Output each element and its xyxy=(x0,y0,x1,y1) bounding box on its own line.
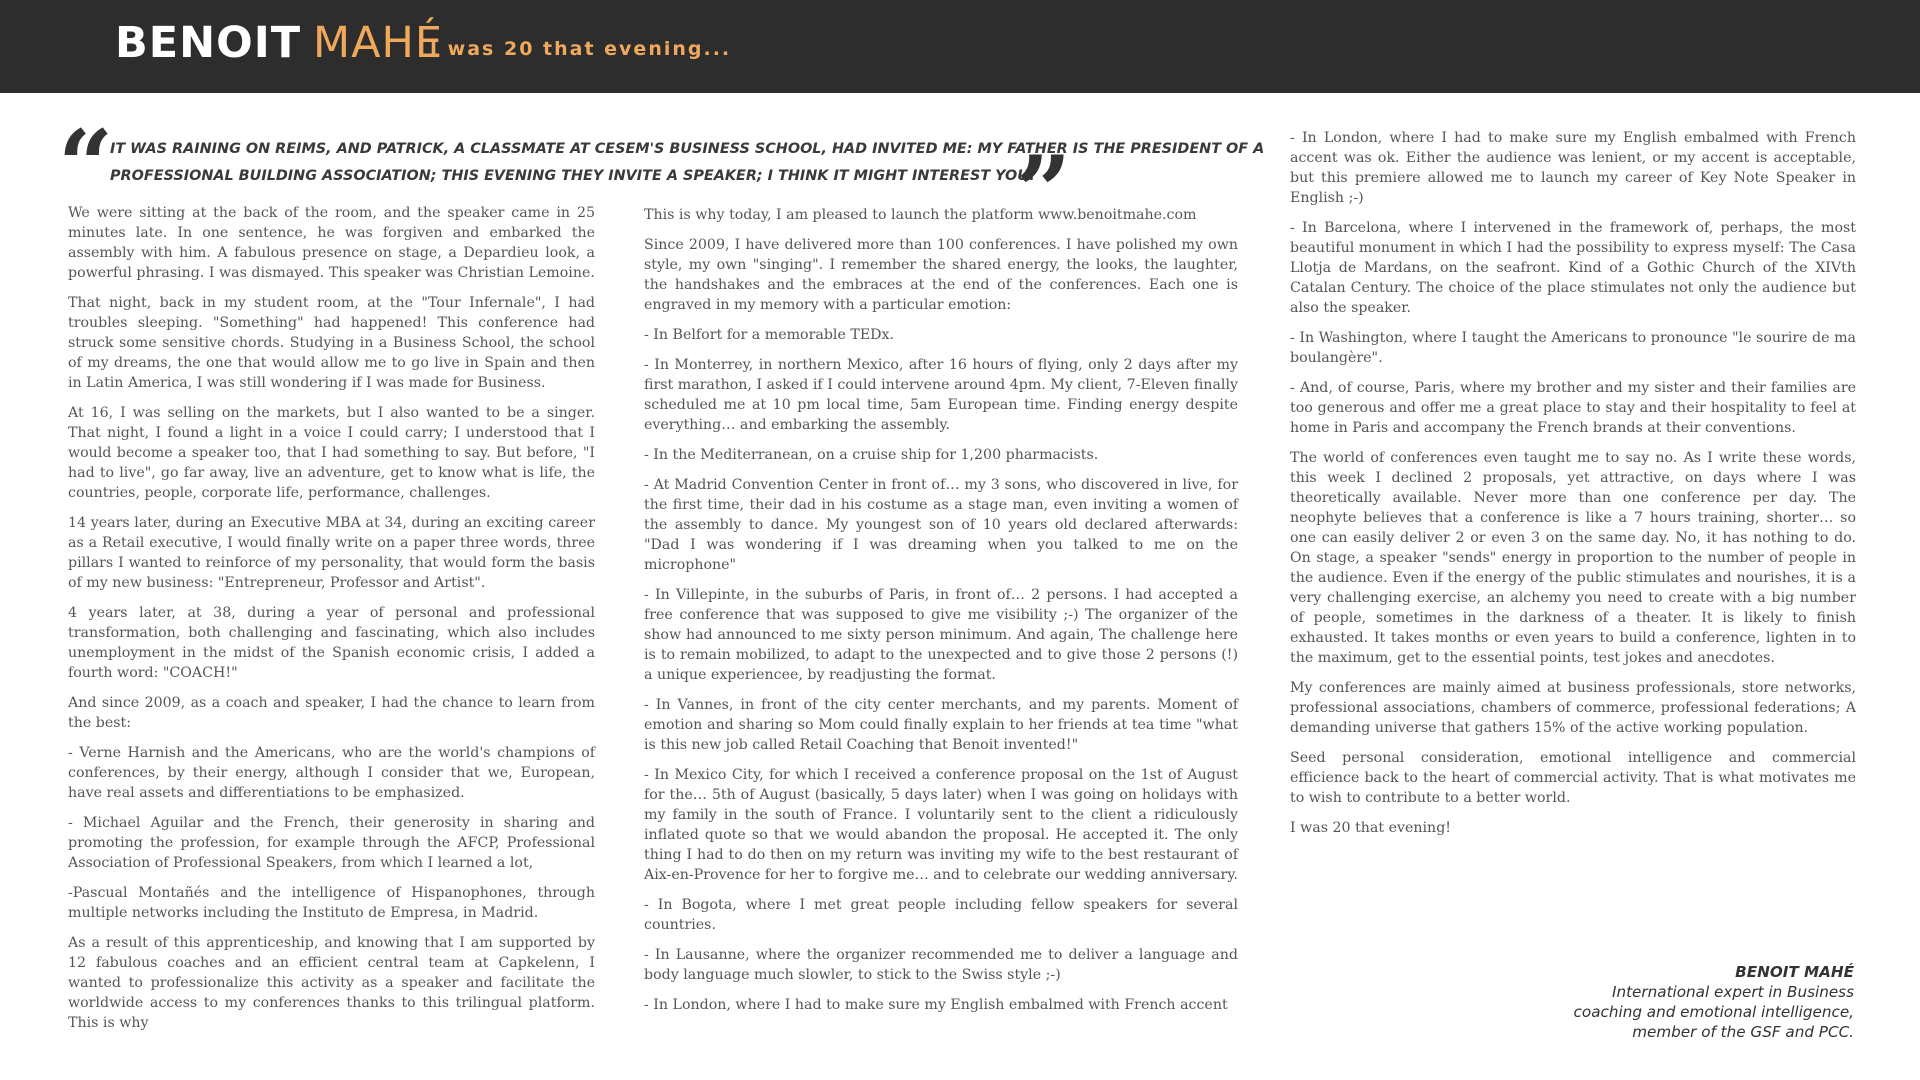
paragraph: This is why today, I am pleased to launch the platform www.benoitmahe.com xyxy=(644,207,1197,223)
open-quote-icon: “ xyxy=(58,109,114,222)
signature-line: member of the GSF and PCC. xyxy=(1632,1023,1854,1041)
header-tagline: I was 20 that evening... xyxy=(430,38,732,60)
paragraph: - In London, where I had to make sure my English embalmed with French accent was ok. Either the audience was lenient, or my accent is acceptable, but this premiere allowed me to launch my career of Key Note Speaker in English ;-) xyxy=(1290,130,1856,206)
paragraph: - In Washington, where I taught the Americans to pronounce "le sourire de ma boulangère". xyxy=(1290,330,1856,366)
paragraph: - Verne Harnish and the Americans, who are the world's champions of conferences, by their energy, although I consider that we, European, have real assets and differentiations to be emphasized. xyxy=(68,745,595,801)
article-column-1 xyxy=(68,203,595,1043)
brand-logo[interactable] xyxy=(115,18,443,68)
paragraph: - And, of course, Paris, where my brother and my sister and their families are too generous and offer me a great place to stay and their hospitality to feel at home in Paris and accompany the French brands at their conventions. xyxy=(1290,380,1856,436)
paragraph: - In London, where I had to make sure my English embalmed with French accent xyxy=(644,997,1228,1013)
paragraph: As a result of this apprenticeship, and knowing that I am supported by 12 fabulous coaches and an efficient central team at Capkelenn, I wanted to professionalize this activity as a speaker and facilitate the worldwide access to my conferences thanks to this trilingual platform. This is why xyxy=(68,935,595,1031)
paragraph: At 16, I was selling on the markets, but I also wanted to be a singer. That night, I found a light in a voice I could carry; I understood that I would become a speaker too, that I had something to say. But before, "I had to live", go far away, live an adventure, get to know what is life, the countries, people, corporate life, performance, challenges. xyxy=(68,405,595,501)
paragraph: - In Mexico City, for which I received a conference proposal on the 1st of August for the… 5th of August (basically, 5 days later) when I was going on holidays with my family in the south of France. I voluntarily sent to the client a ridiculously inflated quote so that we would abandon the proposal. He accepted it. The only thing I had to do then on my return was inviting my wife to the best restaurant of Aix-en-Provence for her to forgive me… and to celebrate our wedding anniversary. xyxy=(644,767,1238,883)
paragraph: - In Lausanne, where the organizer recommended me to deliver a language and body language much slowler, to stick to the Swiss style ;-) xyxy=(644,947,1238,983)
paragraph: - At Madrid Convention Center in front of… my 3 sons, who discovered in live, for the first time, their dad in his costume as a stage man, even inviting a women of the assembly to dance. My youngest son of 10 years old declared afterwards: "Dad I was wondering if I was dreaming when you talked to me on the microphone" xyxy=(644,477,1238,573)
article-column-2 xyxy=(644,205,1238,1025)
paragraph: - In Belfort for a memorable TEDx. xyxy=(644,327,895,343)
signature-name: BENOIT MAHÉ xyxy=(1735,963,1854,981)
paragraph: We were sitting at the back of the room, and the speaker came in 25 minutes late. In one sentence, he was forgiven and embarked the assembly with him. A fabulous presence on stage, a Depardieu look, a powerful phrasing. I was dismayed. This speaker was Christian Lemoine. xyxy=(68,205,595,281)
article-column-3 xyxy=(1290,128,1856,848)
paragraph: My conferences are mainly aimed at business professionals, store networks, professional associations, chambers of commerce, professional federations; A demanding universe that gathers 15% of the active working population. xyxy=(1290,680,1856,736)
paragraph: That night, back in my student room, at the "Tour Infernale", I had troubles sleeping. "Something" had happened! This conference had struck some sensitive chords. Studying in a Business School, the school of my dreams, the one that would allow me to go live in Spain and then in Latin America, I was still wondering if I was made for Business. xyxy=(68,295,595,391)
signature-line: coaching and emotional intelligence, xyxy=(1573,1003,1854,1021)
paragraph: Since 2009, I have delivered more than 100 conferences. I have polished my own style, my own "singing". I remember the shared energy, the looks, the laughter, the handshakes and the embraces at the end of the conferences. Each one is engraved in my memory with a particular emotion: xyxy=(644,237,1238,313)
paragraph: - In Villepinte, in the suburbs of Paris, in front of… 2 persons. I had accepted a free conference that was supposed to give me visibility ;-) The organizer of the show had announced to me sixty person minimum. And again, The challenge here is to remain mobilized, to adapt to the unexpected and to give those 2 persons (!) a unique experiencee, by readjusting the format. xyxy=(644,587,1238,683)
paragraph: - In Vannes, in front of the city center merchants, and my parents. Moment of emotion and sharing so Mom could finally explain to her friends at tea time "what is this new job called Retail Coaching that Benoit invented!" xyxy=(644,697,1238,753)
paragraph: I was 20 that evening! xyxy=(1290,820,1451,836)
paragraph: -Pascual Montañés and the intelligence of Hispanophones, through multiple networks including the Instituto de Empresa, in Madrid. xyxy=(68,885,595,921)
author-signature xyxy=(1574,962,1854,1042)
pull-quote-text: IT WAS RAINING ON REIMS, AND PATRICK, A CLASSMATE AT CESEM'S BUSINESS SCHOOL, HAD INVITED ME: MY FATHER IS THE PRESIDENT OF A PROFESSIONAL BUILDING ASSOCIATION; THIS EVENING THEY INVITE A SPEAKER; I THINK IT MIGHT INTEREST YOU! xyxy=(110,141,1265,184)
paragraph: - In Barcelona, where I intervened in the framework of, perhaps, the most beautiful monument in which I had the possibility to express myself: The Casa Llotja de Mardans, on the seafront. Kind of a Gothic Church of the XIVth Catalan Century. The choice of the place stimulates not only the audience but also the speaker. xyxy=(1290,220,1856,316)
paragraph: 4 years later, at 38, during a year of personal and professional transformation, both challenging and fascinating, which also includes unemployment in the midst of the Spanish economic crisis, I added a fourth word: "COACH!" xyxy=(68,605,595,681)
close-quote-icon: ” xyxy=(1016,135,1072,248)
paragraph: The world of conferences even taught me to say no. As I write these words, this week I declined 2 proposals, yet attractive, on days where I was theoretically available. Never more than one conference per day. The neophyte believes that a conference is like a 7 hours training, shorter… so one can easily deliver 2 or even 3 on the same day. No, it has nothing to do. On stage, a speaker "sends" energy in proportion to the number of people in the audience. Even if the energy of the public stimulates and nourishes, it is a very challenging exercise, an alchemy you need to create with a big number of people, sometimes in the darkness of a theater. It is likely to finish exhausted. It takes months or even years to build a conference, lighten in to the maximum, get to the essential points, test jokes and anecdotes. xyxy=(1290,450,1856,666)
paragraph: - In Bogota, where I met great people including fellow speakers for several countries. xyxy=(644,897,1238,933)
logo-last-name: MAHÉ xyxy=(313,18,444,68)
paragraph: 14 years later, during an Executive MBA at 34, during an exciting career as a Retail executive, I would finally write on a paper three words, three pillars I wanted to reinforce of my personality, that would form the basis of my new business: "Entrepreneur, Professor and Artist". xyxy=(68,515,595,591)
paragraph: - In Monterrey, in northern Mexico, after 16 hours of flying, only 2 days after my first marathon, I asked if I could intervene around 4pm. My client, 7-Eleven finally scheduled me at 10 pm local time, 5am European time. Finding energy despite everything… and embarking the assembly. xyxy=(644,357,1238,433)
paragraph: - In the Mediterranean, on a cruise ship for 1,200 pharmacists. xyxy=(644,447,1099,463)
paragraph: Seed personal consideration, emotional intelligence and commercial efficience back to the heart of commercial activity. That is what motivates me to wish to contribute to a better world. xyxy=(1290,750,1856,806)
logo-first-name: BENOIT xyxy=(115,18,302,68)
paragraph: - Michael Aguilar and the French, their generosity in sharing and promoting the profession, for example through the AFCP, Professional Association of Professional Speakers, from which I learned a lot, xyxy=(68,815,595,871)
signature-line: International expert in Business xyxy=(1611,983,1854,1001)
page-header xyxy=(0,0,1920,93)
paragraph: And since 2009, as a coach and speaker, I had the chance to learn from the best: xyxy=(68,695,595,731)
